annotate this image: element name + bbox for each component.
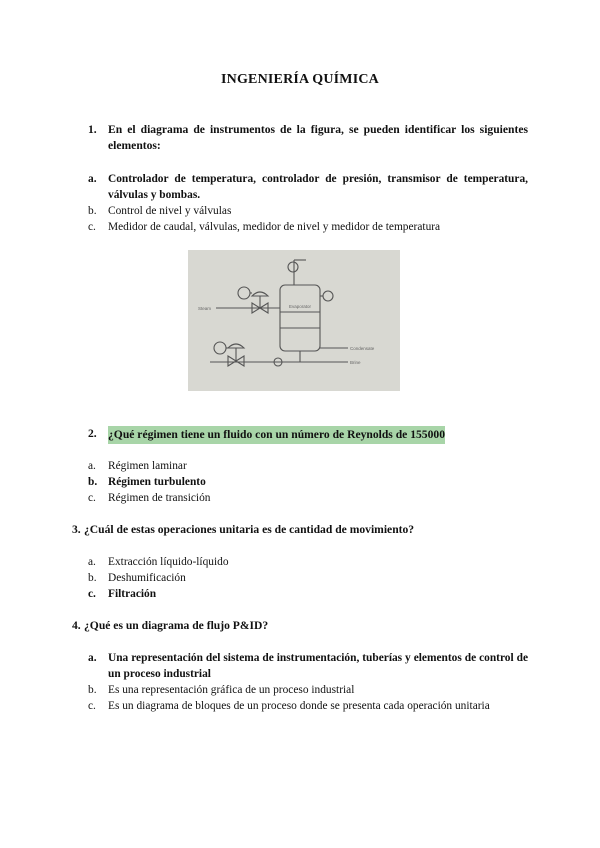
- question-3-option-b: [88, 570, 528, 586]
- option-text: Controlador de temperatura, controlador de presión, transmisor de temperatura, válvulas y bombas.: [108, 173, 528, 201]
- option-text: Control de nivel y válvulas: [108, 205, 232, 217]
- question-2-number: 2.: [88, 427, 97, 440]
- option-letter: b.: [88, 476, 98, 488]
- top-instrument-icon: [288, 262, 298, 272]
- question-4-option-c: [88, 698, 528, 714]
- question-1-option-c: [88, 219, 528, 235]
- option-letter: a.: [88, 556, 96, 568]
- instrument-diagram-figure: [188, 250, 400, 391]
- option-text: Medidor de caudal, válvulas, medidor de nivel y medidor de temperatura: [108, 221, 441, 233]
- option-text: Filtración: [108, 588, 157, 600]
- question-1-text: En el diagrama de instrumentos de la figura, se pueden identificar los siguientes elementos:: [108, 123, 528, 152]
- question-1-number: 1.: [88, 123, 97, 136]
- option-letter: a.: [88, 652, 97, 664]
- question-2-option-c: [88, 490, 528, 506]
- question-3-number: 3.: [72, 523, 81, 536]
- question-1-option-a: [88, 171, 528, 205]
- question-3-option-c: [88, 586, 528, 602]
- option-text: Régimen de transición: [108, 492, 211, 504]
- controller-bottom-left-icon: [214, 342, 226, 354]
- question-1-option-b: [88, 203, 528, 219]
- option-text: Régimen laminar: [108, 460, 187, 472]
- option-text: Es una representación gráfica de un proceso industrial: [108, 684, 355, 696]
- question-4-option-b: [88, 682, 528, 698]
- question-2: [88, 426, 528, 442]
- right-instrument-icon: [323, 291, 333, 301]
- option-letter: c.: [88, 221, 96, 233]
- question-4-text: ¿Qué es un diagrama de flujo P&ID?: [84, 619, 269, 632]
- option-text: Régimen turbulento: [108, 476, 206, 488]
- option-text: Es un diagrama de bloques de un proceso donde se presenta cada operación unitaria: [108, 700, 490, 712]
- condensate-label: Condensate: [350, 346, 375, 351]
- question-4: [72, 618, 532, 634]
- option-letter: c.: [88, 492, 96, 504]
- question-3-option-a: [88, 554, 528, 570]
- option-text: Una representación del sistema de instrumentación, tuberías y elementos de control de un proceso industrial: [108, 652, 528, 680]
- option-text: Deshumificación: [108, 572, 186, 584]
- vessel-label: Evaporator: [289, 304, 312, 309]
- question-2-option-a: [88, 458, 528, 474]
- question-1: [88, 122, 528, 156]
- question-2-option-b: [88, 474, 528, 490]
- question-3-text: ¿Cuál de estas operaciones unitaria es de cantidad de movimiento?: [84, 523, 415, 536]
- steam-label: Steam: [198, 306, 212, 311]
- option-letter: a.: [88, 173, 97, 185]
- option-letter: c.: [88, 588, 96, 600]
- instrument-diagram: [188, 250, 400, 391]
- brine-label: Brine: [350, 360, 361, 365]
- question-4-number: 4.: [72, 619, 81, 632]
- evaporator-vessel: [280, 285, 320, 351]
- option-letter: b.: [88, 205, 97, 217]
- question-2-text: ¿Qué régimen tiene un fluido con un número de Reynolds de 155000: [108, 426, 445, 444]
- controller-top-left-icon: [238, 287, 250, 299]
- option-letter: b.: [88, 684, 97, 696]
- question-4-option-a: [88, 650, 528, 684]
- page-title: INGENIERÍA QUÍMICA: [220, 72, 379, 87]
- option-letter: b.: [88, 572, 97, 584]
- option-text: Extracción líquido-líquido: [108, 556, 229, 568]
- option-letter: c.: [88, 700, 96, 712]
- option-letter: a.: [88, 460, 96, 472]
- question-3: [72, 522, 532, 538]
